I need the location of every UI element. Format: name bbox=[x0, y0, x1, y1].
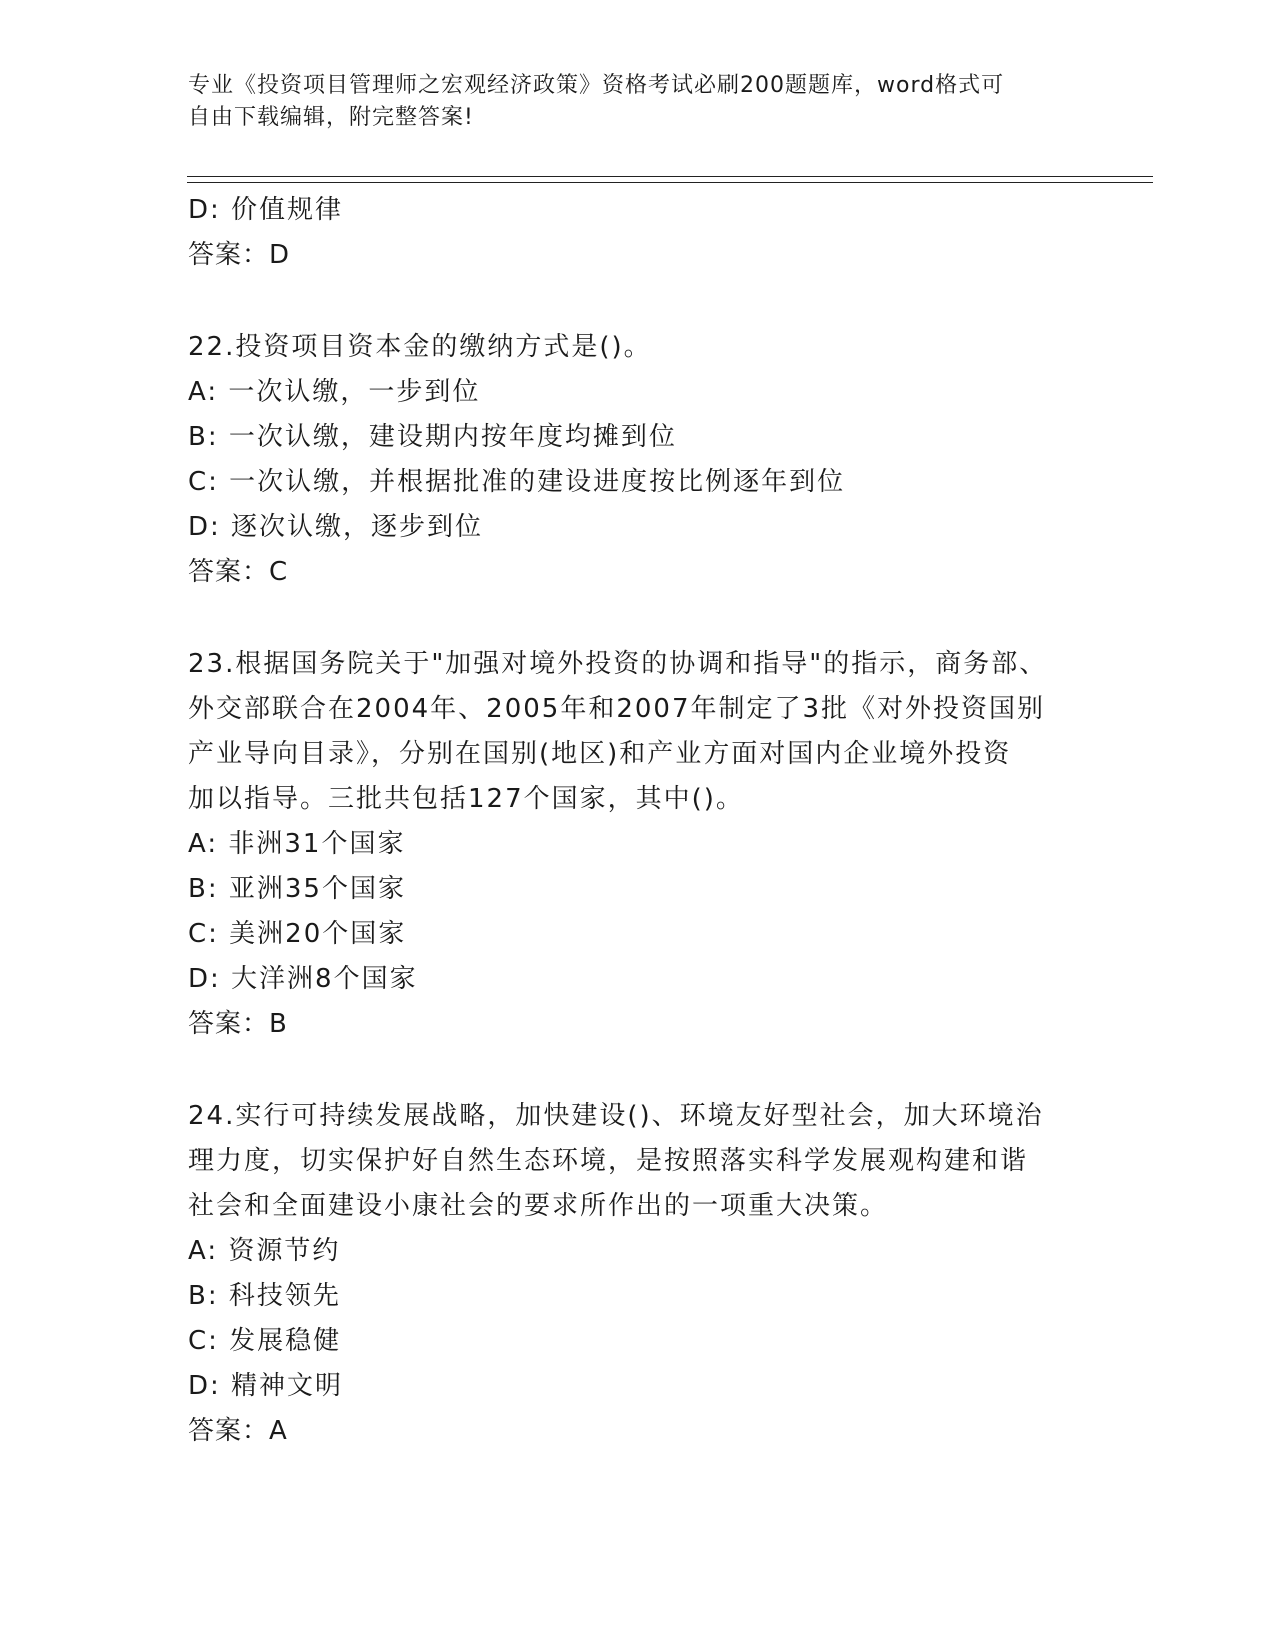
document-header bbox=[188, 70, 1068, 134]
option-b: B: 亚洲35个国家 bbox=[188, 874, 406, 904]
question-stem-line: 加以指导。三批共包括127个国家，其中()。 bbox=[188, 784, 744, 814]
question-stem-line: 理力度，切实保护好自然生态环境，是按照落实科学发展观构建和谐 bbox=[188, 1146, 1029, 1176]
spacer bbox=[188, 595, 1088, 642]
answer-line: 答案：B bbox=[188, 1009, 288, 1039]
answer-line: 答案：D bbox=[188, 240, 291, 270]
question-23 bbox=[188, 642, 1088, 1047]
question-list bbox=[188, 188, 1088, 1454]
question-22 bbox=[188, 325, 1088, 595]
answer-line: 答案：C bbox=[188, 557, 289, 587]
option-c: C: 美洲20个国家 bbox=[188, 919, 407, 949]
option-a: A: 一次认缴，一步到位 bbox=[188, 377, 481, 407]
question-stem-line: 24.实行可持续发展战略，加快建设()、环境友好型社会，加大环境治 bbox=[188, 1101, 1044, 1131]
answer-line: 答案：A bbox=[188, 1416, 288, 1446]
header-line-1: 专业《投资项目管理师之宏观经济政策》资格考试必刷200题题库，word格式可 bbox=[188, 73, 1005, 98]
header-line-2: 自由下载编辑，附完整答案! bbox=[188, 105, 474, 130]
option-d: D: 精神文明 bbox=[188, 1371, 344, 1401]
question-stem-line: 产业导向目录》，分别在国别(地区)和产业方面对国内企业境外投资 bbox=[188, 739, 1012, 769]
question-stem-line: 社会和全面建设小康社会的要求所作出的一项重大决策。 bbox=[188, 1191, 889, 1221]
option-b: B: 科技领先 bbox=[188, 1281, 341, 1311]
spacer bbox=[188, 278, 1088, 325]
question-24 bbox=[188, 1094, 1088, 1454]
question-21-tail bbox=[188, 188, 1088, 278]
option-c: C: 发展稳健 bbox=[188, 1326, 342, 1356]
option-d: D: 价值规律 bbox=[188, 195, 344, 225]
question-stem: 22.投资项目资本金的缴纳方式是()。 bbox=[188, 332, 652, 362]
header-rule-top bbox=[187, 176, 1153, 177]
question-stem-line: 23.根据国务院关于"加强对境外投资的协调和指导"的指示，商务部、 bbox=[188, 649, 1048, 679]
spacer bbox=[188, 1047, 1088, 1094]
option-d: D: 逐次认缴，逐步到位 bbox=[188, 512, 484, 542]
question-stem-line: 外交部联合在2004年、2005年和2007年制定了3批《对外投资国别 bbox=[188, 694, 1046, 724]
header-rule-bottom bbox=[187, 182, 1153, 183]
option-c: C: 一次认缴，并根据批准的建设进度按比例逐年到位 bbox=[188, 467, 846, 497]
option-d: D: 大洋洲8个国家 bbox=[188, 964, 418, 994]
option-b: B: 一次认缴，建设期内按年度均摊到位 bbox=[188, 422, 677, 452]
option-a: A: 非洲31个国家 bbox=[188, 829, 406, 859]
option-a: A: 资源节约 bbox=[188, 1236, 341, 1266]
